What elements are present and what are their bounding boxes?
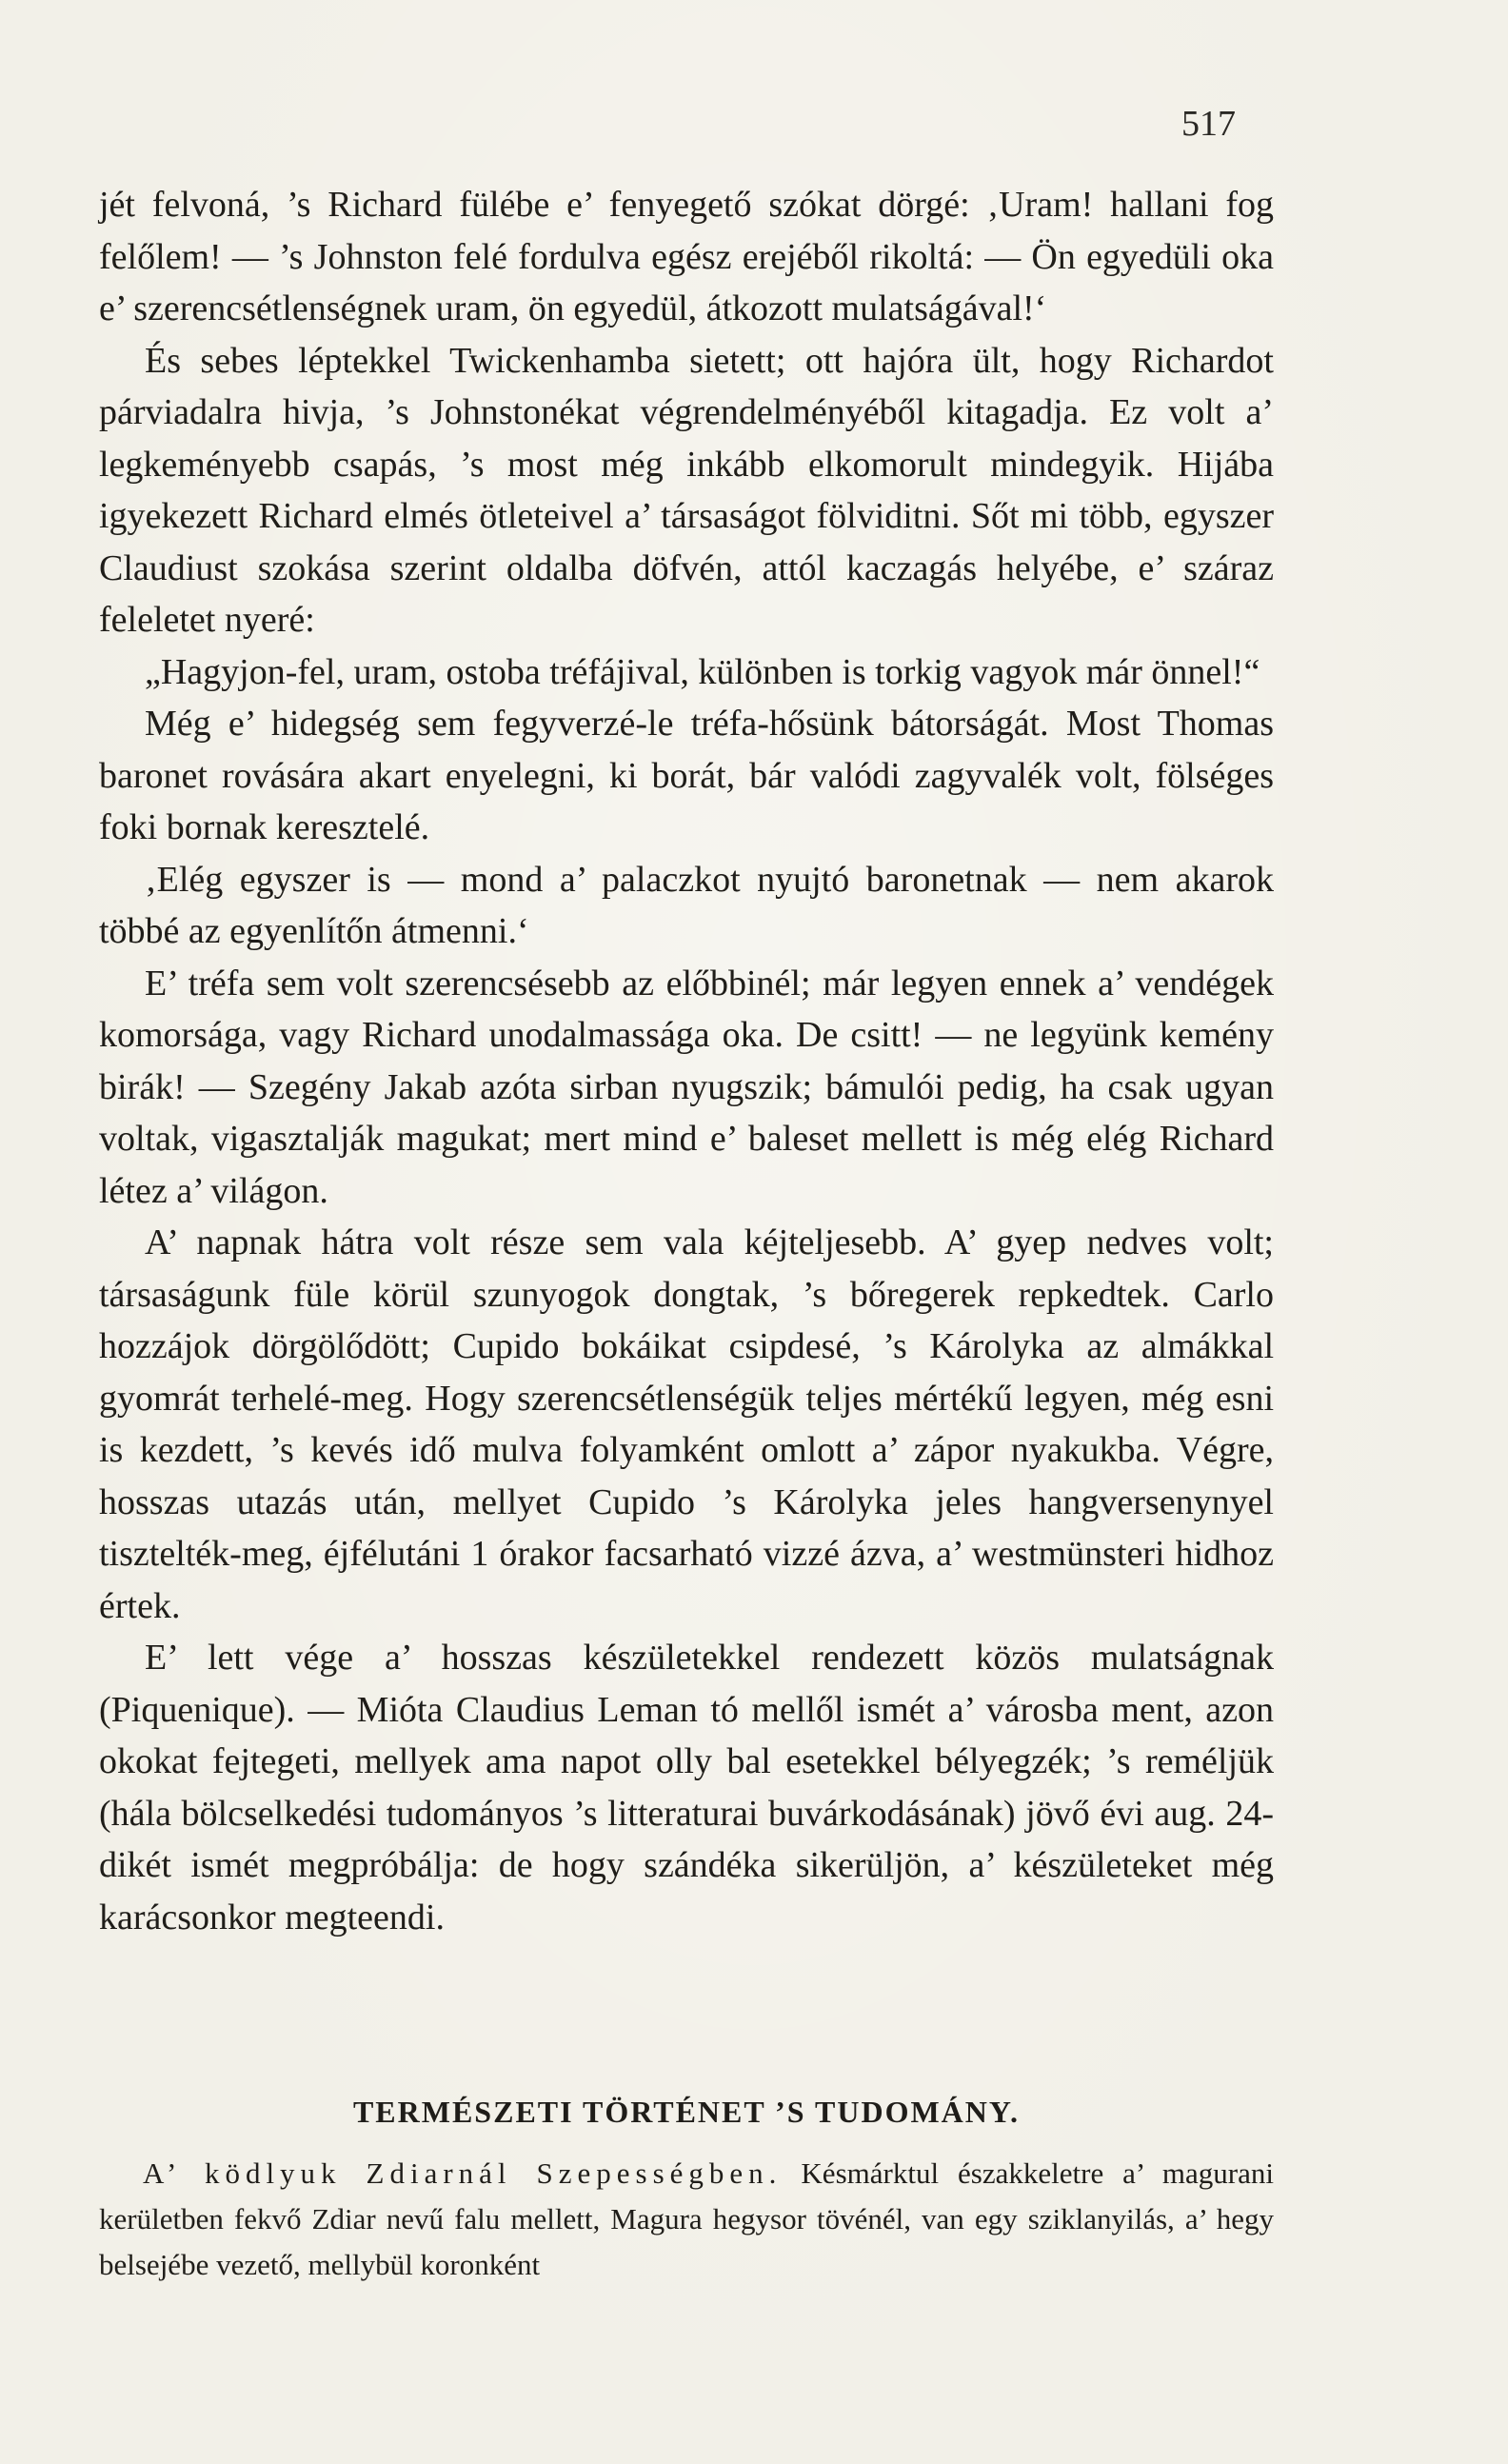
paragraph: Még e’ hidegség sem fegyverzé-le tréfa-hősünk bátorságát. Most Thomas baronet rovására akart enyelegni, ki borát, bár valódi zagyvalék volt, fölséges foki bornak keresztelé. <box>99 704 1274 847</box>
body-text <box>99 179 1274 1943</box>
page-number: 517 <box>1181 104 1236 144</box>
section-lead: A’ ködlyuk Zdiarnál Szepességben. <box>143 2156 783 2190</box>
natural-history-section <box>99 2095 1274 2288</box>
paragraph: „Hagyjon-fel, uram, ostoba tréfájival, különben is torkig vagyok már önnel!“ <box>145 651 1260 692</box>
paragraph: E’ lett vége a’ hosszas készületekkel rendezett közös mulatságnak (Piquenique). — Mióta Claudius Leman tó mellől ismét a’ városba ment, azon okokat fejtegeti, mellyek ama napot olly bal esetekkel bélyegzék; ’s reméljük (hála bölcselkedési tudományos ’s litteraturai buvárkodásának) jövő évi aug. 24-dikét ismét megpróbálja: de hogy szándéka sikerüljön, a’ készületeket még karácsonkor megteendi. <box>99 1638 1274 1937</box>
section-text: Késmárktul északkeletre a’ magurani kerületben fekvő Zdiar nevű falu mellett, Magura hegysor tövénél, van egy sziklanyilás, a’ hegy belsejébe vezető, mellybül koronként <box>99 2156 1274 2281</box>
paragraph: jét felvoná, ’s Richard fülébe e’ fenyegető szókat dörgé: ‚Uram! hallani fog felőlem! — ’s Johnston felé fordulva egész erejéből rikoltá: — Ön egyedüli oka e’ szerencsétlenségnek uram, ön egyedül, átkozott mulatságával!‘ <box>99 185 1274 328</box>
paragraph: A’ napnak hátra volt része sem vala kéjteljesebb. A’ gyep nedves volt; társaságunk füle körül szunyogok dongtak, ’s bőregerek repkedtek. Carlo hozzájok dörgölődött; Cupido bokáikat csipdesé, ’s Károlyka az almákkal gyomrát terhelé-meg. Hogy szerencsétlenségük teljes mértékű legyen, még esni is kezdett, ’s kevés idő mulva folyamként omlott a’ zápor nyakukba. Végre, hosszas utazás után, mellyet Cupido ’s Károlyka jeles hangversenynyel tisztelték-meg, éjfélutáni 1 órakor facsarható vizzé ázva, a’ westmünsteri hidhoz értek. <box>99 1222 1274 1626</box>
section-paragraph <box>99 2151 1274 2288</box>
paragraph: E’ tréfa sem volt szerencsésebb az előbbinél; már legyen ennek a’ vendégek komorsága, vagy Richard unodalmassága oka. De csitt! — ne legyünk kemény birák! — Szegény Jakab azóta sirban nyugszik; bámulói pedig, ha csak ugyan voltak, vigasztalják magukat; mert mind e’ baleset mellett is még elég Richard létez a’ világon. <box>99 963 1274 1211</box>
paragraph: ‚Elég egyszer is — mond a’ palaczkot nyujtó baronetnak — nem akarok többé az egyenlítőn átmenni.‘ <box>99 859 1274 951</box>
paragraph: És sebes léptekkel Twickenhamba sietett; ott hajóra ült, hogy Richardot párviadalra hivja, ’s Johnstonékat végrendelményéből kitagadja. Ez volt a’ legkeményebb csapás, ’s most még inkább elkomorult mindegyik. Hijába igyekezett Richard elmés ötleteivel a’ társaságot fölviditni. Sőt mi több, egyszer Claudiust szokása szerint oldalba döfvén, attól kaczagás helyébe, e’ száraz feleletet nyeré: <box>99 340 1274 640</box>
section-heading: TERMÉSZETI TÖRTÉNET ’S TUDOMÁNY. <box>352 2095 1021 2129</box>
